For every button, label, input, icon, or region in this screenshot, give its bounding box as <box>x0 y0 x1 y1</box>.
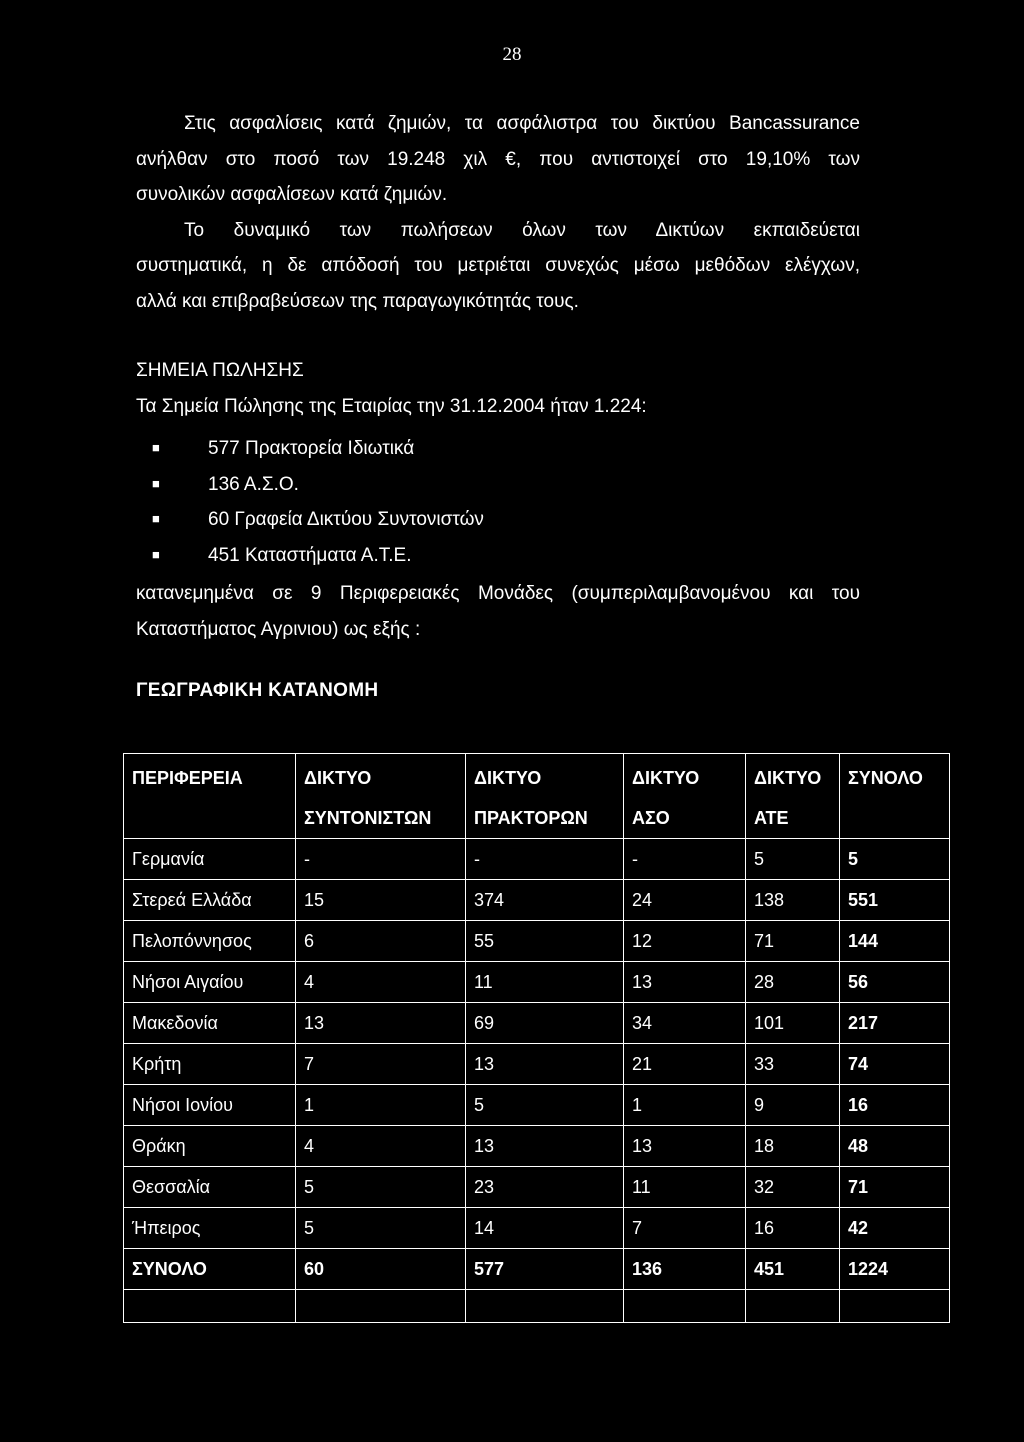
table-total-row: ΣΥΝΟΛΟ 60 577 136 451 1224 <box>124 1249 950 1290</box>
list-item: ■ 136 Α.Σ.Ο. <box>152 466 484 502</box>
header-coordinators: ΔΙΚΤΥΟ ΣΥΝΤΟΝΙΣΤΩΝ <box>296 754 466 839</box>
header-aso: ΔΙΚΤΥΟ ΑΣΟ <box>624 754 746 839</box>
table-row: Νήσοι Ιονίου 1 5 1 9 16 <box>124 1085 950 1126</box>
header-agents: ΔΙΚΤΥΟ ΠΡΑΚΤΟΡΩΝ <box>466 754 624 839</box>
intro-text <box>136 106 860 319</box>
page-number: 28 <box>502 44 522 65</box>
geographic-distribution-table <box>123 753 950 1323</box>
table-title: ΓΕΩΓΡΑΦΙΚΗ ΚΑΤΑΝΟΜΗ <box>136 680 379 701</box>
sales-points-heading: ΣΗΜΕΙΑ ΠΩΛΗΣΗΣ <box>136 360 304 381</box>
table-row: Νήσοι Αιγαίου 4 11 13 28 56 <box>124 962 950 1003</box>
intro-p2-line-2: συστηματικά, η δε απόδοσή του μετριέται συνεχώς μέσω μεθόδων ελέγχων, <box>136 255 860 276</box>
table-row: Πελοπόννησος 6 55 12 71 144 <box>124 921 950 962</box>
table-row: Γερμανία - - - 5 5 <box>124 839 950 880</box>
intro-p1-line-2: ανήλθαν στο ποσό των 19.248 χιλ €, που αντιστοιχεί στο 19,10% των <box>136 148 860 170</box>
header-ate: ΔΙΚΤΥΟ ΑΤΕ <box>746 754 840 839</box>
list-item: ■ 451 Καταστήματα Α.Τ.Ε. <box>152 537 484 573</box>
header-region: ΠΕΡΙΦΕΡΕΙΑ <box>124 754 296 839</box>
distribution-text <box>136 576 860 648</box>
intro-p1-line-1: Στις ασφαλίσεις κατά ζημιών, τα ασφάλιστρα του δικτύου Bancassurance <box>184 113 860 134</box>
table-row: Στερεά Ελλάδα 15 374 24 138 551 <box>124 880 950 921</box>
bullet-icon: ■ <box>152 440 160 455</box>
table-row: Θράκη 4 13 13 18 48 <box>124 1126 950 1167</box>
table-footer-spacer <box>124 1290 950 1323</box>
table-header-row <box>124 754 950 839</box>
sales-points-list <box>152 430 484 572</box>
list-item: ■ 60 Γραφεία Δικτύου Συντονιστών <box>152 501 484 537</box>
bullet-icon: ■ <box>152 475 160 491</box>
bullet-icon: ■ <box>152 511 160 526</box>
intro-p2-line-3: αλλά και επιβραβεύσεων της παραγωγικότητάς τους. <box>136 290 579 312</box>
distribution-line-2: Καταστήματος Αγρινιου) ως εξής : <box>136 619 421 640</box>
intro-p2-line-1: Το δυναμικό των πωλήσεων όλων των Δικτύων εκπαιδεύεται <box>184 219 860 241</box>
intro-p1-line-3: συνολικών ασφαλίσεων κατά ζημιών. <box>136 184 448 205</box>
table-row: Ήπειρος 5 14 7 16 42 <box>124 1208 950 1249</box>
bullet-icon: ■ <box>152 546 160 562</box>
table-row: Μακεδονία 13 69 34 101 217 <box>124 1003 950 1044</box>
sales-points-summary: Τα Σημεία Πώλησης της Εταιρίας την 31.12.2004 ήταν 1.224: <box>136 396 647 417</box>
distribution-line-1: κατανεμημένα σε 9 Περιφερειακές Μονάδες (συμπεριλαμβανομένου και του <box>136 583 860 604</box>
list-item: ■ 577 Πρακτορεία Ιδιωτικά <box>152 430 484 466</box>
table-row: Θεσσαλία 5 23 11 32 71 <box>124 1167 950 1208</box>
header-total: ΣΥΝΟΛΟ <box>840 754 950 839</box>
table-row: Κρήτη 7 13 21 33 74 <box>124 1044 950 1085</box>
